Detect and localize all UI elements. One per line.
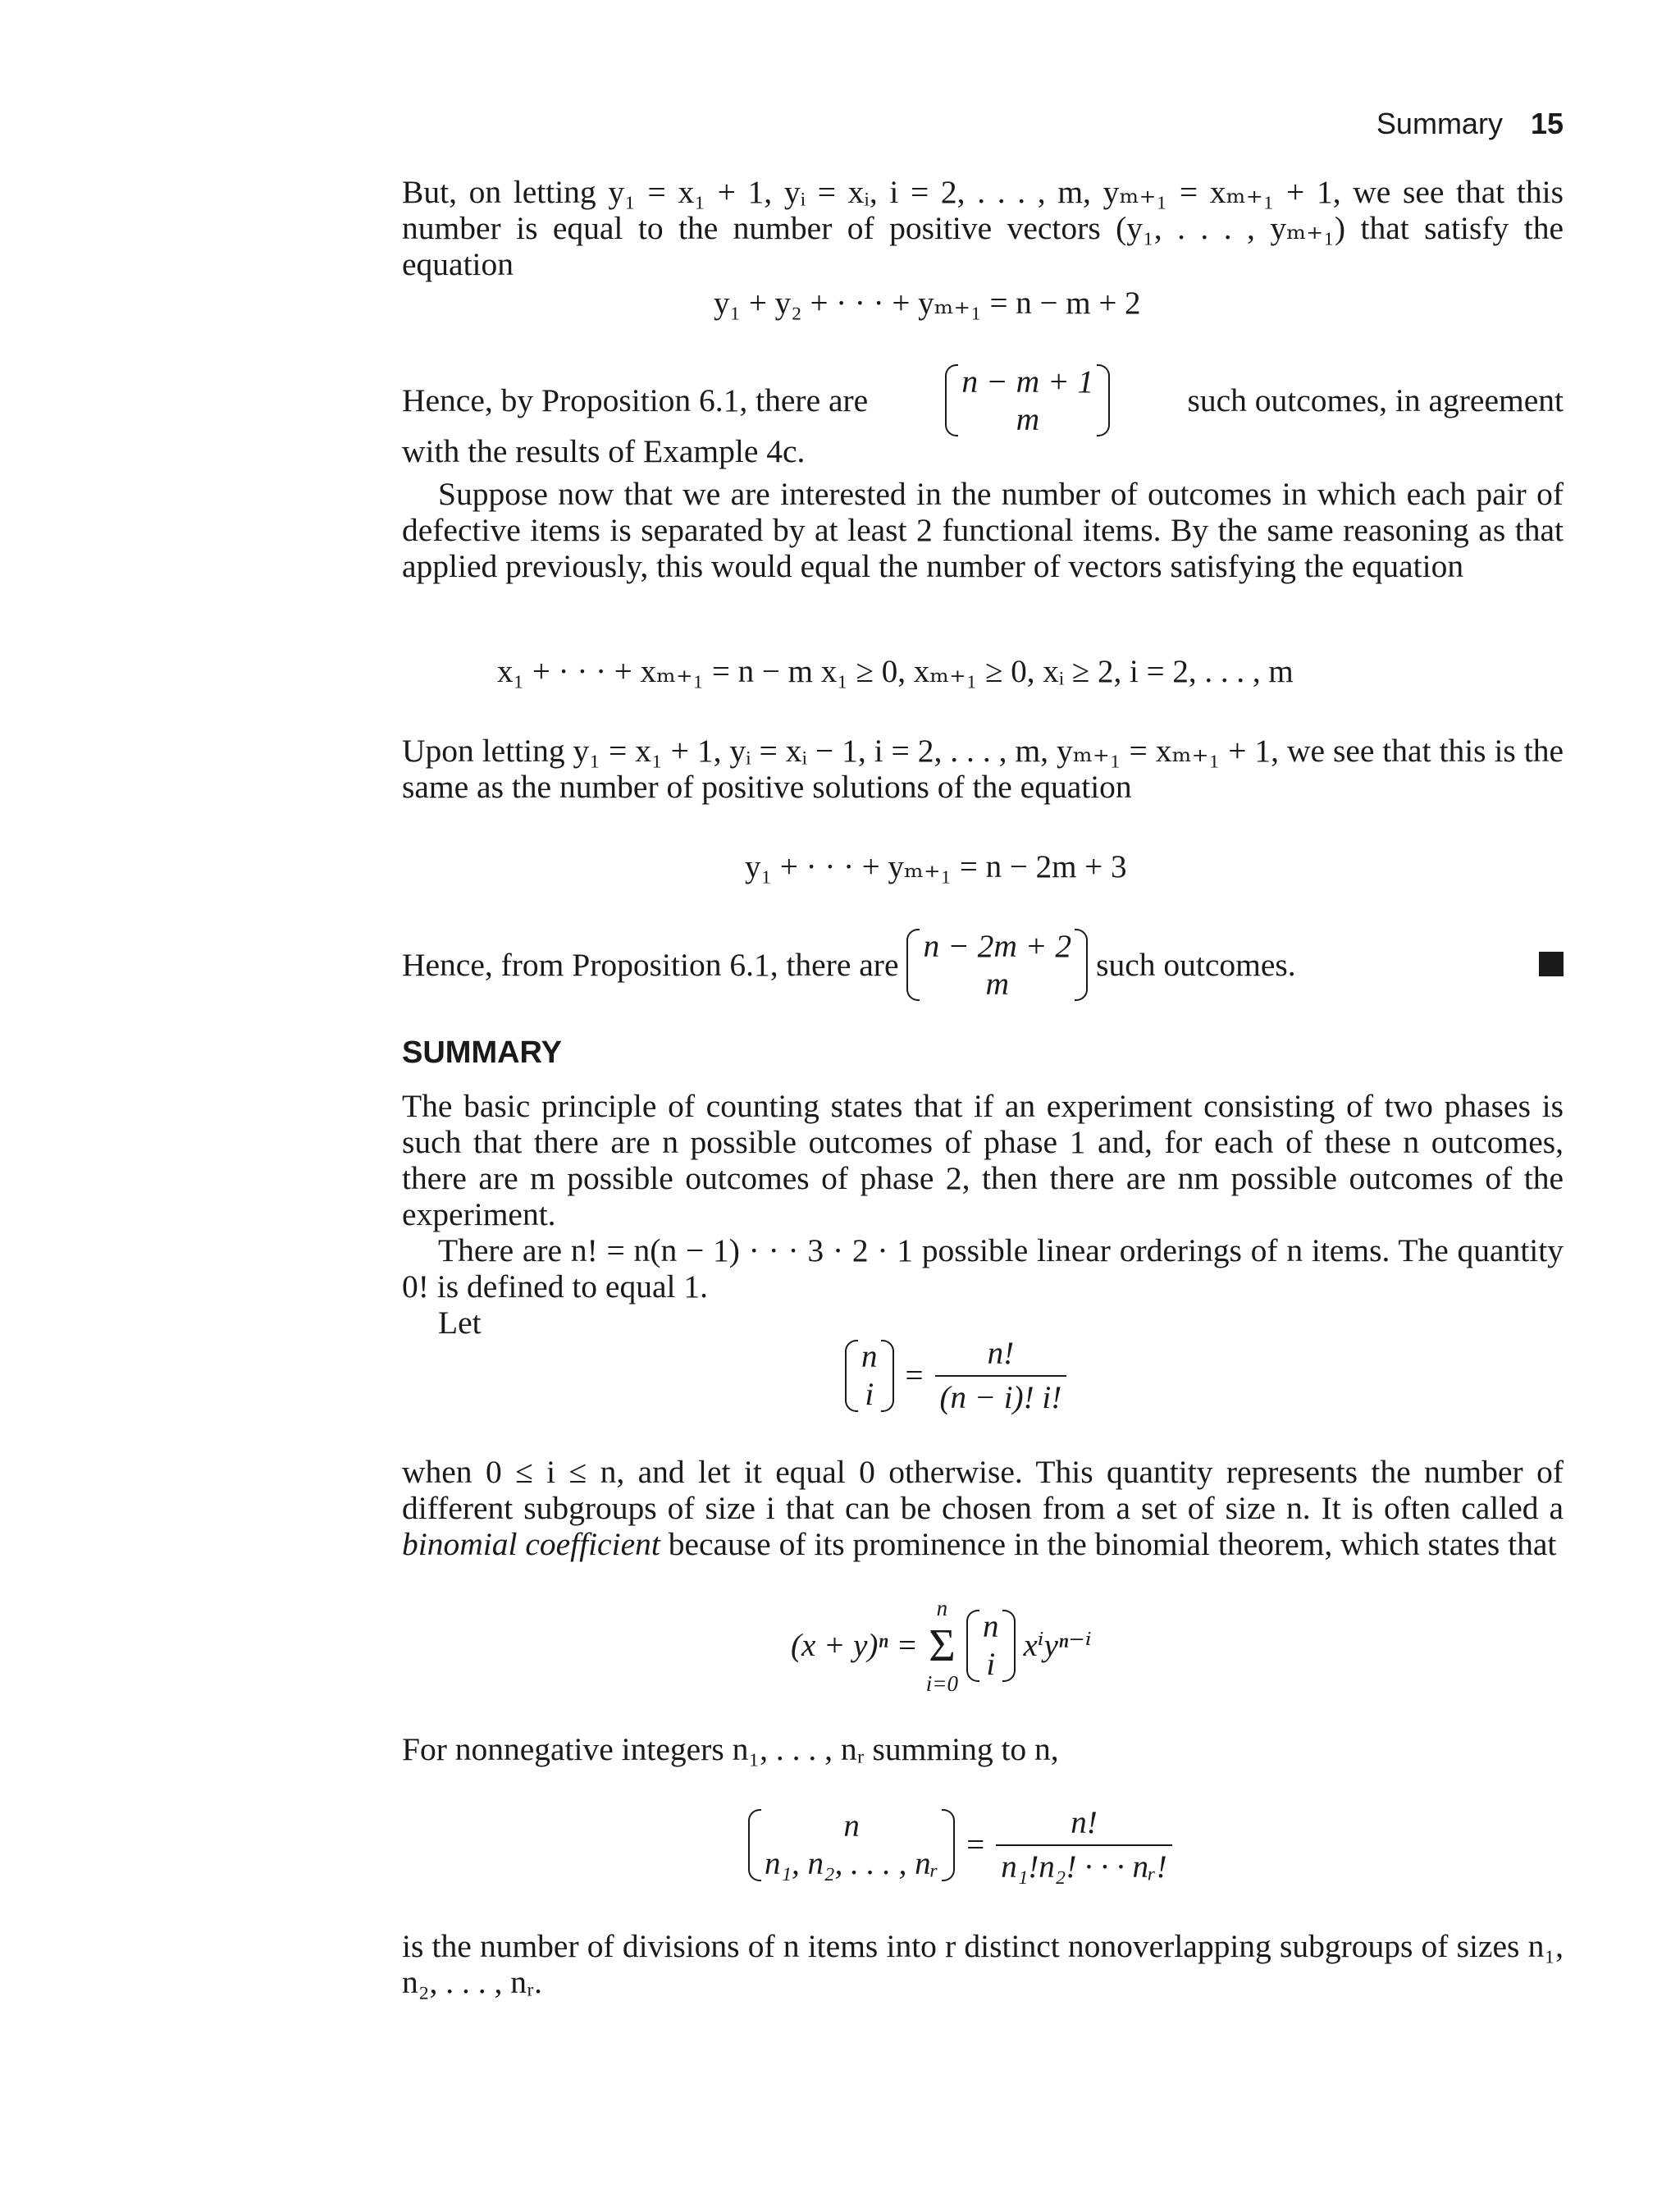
summary-paragraph-5: For nonnegative integers n₁, . . . , nᵣ summing to n, xyxy=(402,1731,1059,1767)
paragraph-4: Upon letting y₁ = x₁ + 1, yᵢ = xᵢ − 1, i = 2, . . . , m, yₘ₊₁ = xₘ₊₁ + 1, we see that this is the same as the number of positive solutions of the equation xyxy=(402,733,1564,805)
paragraph-1: But, on letting y₁ = x₁ + 1, yᵢ = xᵢ, i = 2, . . . , m, yₘ₊₁ = xₘ₊₁ + 1, we see that this number is equal to the number of positive vectors (y₁, . . . , yₘ₊₁) that satisfy the equation xyxy=(402,174,1564,282)
equation-4-binomial-bottom: i xyxy=(865,1377,874,1412)
equation-4 xyxy=(845,1336,1066,1416)
paragraph-2-text-b: such outcomes, in agreement xyxy=(1187,382,1564,418)
summation xyxy=(926,1592,958,1700)
equation-4-binomial xyxy=(845,1338,894,1414)
equation-6-multinomial-bottom: n₁, n₂, . . . , nᵣ xyxy=(765,1846,939,1881)
equation-6-denominator: n₁!n₂! · · · nᵣ! xyxy=(996,1844,1171,1885)
equation-4-denominator: (n − i)! i! xyxy=(935,1375,1067,1416)
paragraph-3: Suppose now that we are interested in the number of outcomes in which each pair of defective items is separated by at least 2 functional items. By the same reasoning as that applied previously, this would equal the number of vectors satisfying the equation xyxy=(402,476,1564,584)
binomial-1-bottom: m xyxy=(1016,401,1040,437)
equation-6-fraction xyxy=(996,1805,1171,1885)
equation-6-equals: = xyxy=(966,1827,985,1862)
binomial-2-top: n − 2m + 2 xyxy=(923,928,1072,964)
equation-5-binomial-bottom: i xyxy=(986,1647,996,1682)
equation-6-numerator: n! xyxy=(1071,1805,1098,1840)
paragraph-5-text-b: such outcomes. xyxy=(1096,947,1296,983)
section-heading-summary: SUMMARY xyxy=(402,1035,562,1070)
equation-6-multinomial-top: n xyxy=(843,1808,860,1844)
summary-paragraph-1: The basic principle of counting states that if an experiment consisting of two phases is such that there are n possible outcomes of phase 1 and, for each of these n outcomes, there are m possible outcomes of phase 2, then there are nm possible outcomes of the experiment. xyxy=(402,1088,1564,1232)
summary-paragraph-2: There are n! = n(n − 1) · · · 3 · 2 · 1 possible linear orderings of n items. The quantity 0! is defined to equal 1. xyxy=(402,1232,1564,1305)
equation-3: y₁ + · · · + yₘ₊₁ = n − 2m + 3 xyxy=(745,849,1127,884)
binomial-coefficient-term: binomial coefficient xyxy=(402,1526,660,1562)
equation-2: x₁ + · · · + xₘ₊₁ = n − m x₁ ≥ 0, xₘ₊₁ ≥ 0, xᵢ ≥ 2, i = 2, . . . , m xyxy=(497,654,1294,689)
binomial-1-top: n − m + 1 xyxy=(961,363,1094,400)
binomial-2-bottom: m xyxy=(985,966,1010,1002)
binomial-2 xyxy=(906,927,1088,1003)
summary-paragraph-6: is the number of divisions of n items into r distinct nonoverlapping subgroups of sizes n₁, n₂, . . . , nᵣ. xyxy=(402,1928,1564,2000)
summation-lower-limit: i=0 xyxy=(925,1671,958,1696)
summary-paragraph-4-text-a: when 0 ≤ i ≤ n, and let it equal 0 otherwise. This quantity represents the number of different subgroups of size i that can be chosen from a set of size n. It is often called a xyxy=(402,1454,1564,1526)
paragraph-2 xyxy=(402,363,1564,469)
summary-paragraph-3: Let xyxy=(438,1305,482,1341)
paragraph-5-text-a: Hence, from Proposition 6.1, there are xyxy=(402,947,899,983)
summation-upper-limit: n xyxy=(936,1596,948,1620)
equation-4-numerator: n! xyxy=(987,1336,1015,1371)
equation-6-multinomial xyxy=(748,1807,955,1883)
equation-5-binomial xyxy=(966,1608,1016,1684)
equation-5-rhs: xⁱyⁿ⁻ⁱ xyxy=(1023,1628,1092,1663)
paragraph-5 xyxy=(402,928,1468,1002)
paragraph-2-text-a: Hence, by Proposition 6.1, there are xyxy=(402,382,869,418)
paragraph-2-continuation: with the results of Example 4c. xyxy=(402,433,806,469)
equation-1: y₁ + y₂ + · · · + yₘ₊₁ = n − m + 2 xyxy=(714,286,1141,321)
equation-5 xyxy=(791,1592,1092,1700)
summary-paragraph-4-text-b: because of its prominence in the binomial theorem, which states that xyxy=(668,1526,1557,1562)
running-header-section: Summary xyxy=(1376,107,1503,140)
running-header xyxy=(1376,107,1564,141)
summary-paragraph-4 xyxy=(402,1454,1564,1562)
binomial-1 xyxy=(945,363,1110,438)
equation-4-fraction xyxy=(935,1336,1067,1416)
equation-6 xyxy=(748,1805,1172,1885)
equation-4-binomial-top: n xyxy=(861,1339,878,1374)
equation-5-binomial-top: n xyxy=(983,1609,999,1644)
end-of-proof-square-icon xyxy=(1539,952,1564,976)
equation-5-lhs: (x + y)ⁿ = xyxy=(791,1628,918,1663)
page-number: 15 xyxy=(1530,107,1564,140)
equation-4-equals: = xyxy=(905,1358,924,1393)
summation-sigma-icon: Σ xyxy=(929,1620,956,1671)
